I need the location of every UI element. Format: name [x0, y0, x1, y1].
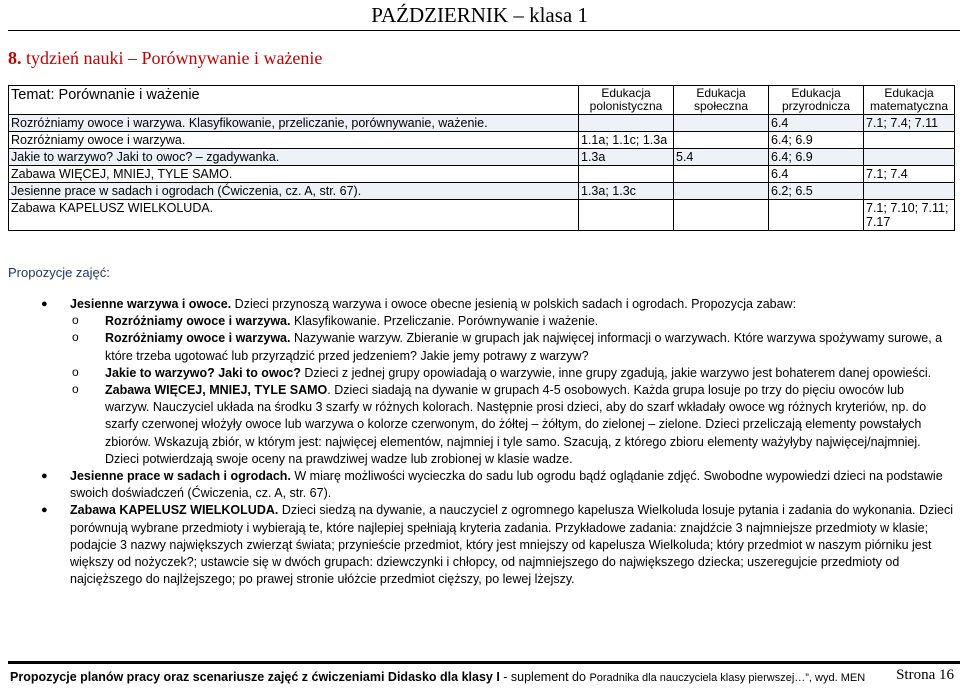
code-cell [579, 115, 674, 132]
item-title: Zabawa KAPELUSZ WIELKOLUDA. [70, 503, 279, 518]
item-text: Klasyfikowanie. Przeliczanie. Porównywanie i ważenie. [290, 314, 599, 329]
table-row [9, 115, 955, 132]
code-cell [579, 166, 674, 183]
code-cell: 7.1; 7.10; 7.11; 7.17 [864, 200, 955, 231]
item-text: . Dzieci siadają na dywanie w grupach 4-5 osobowych. Każda grupa losuje po trzy do pięciu owoców lub warzyw. Nauczyciel układa na środku 3 szarfy w różnych kolorach. Następnie prosi dzieci, aby do szarf wkładały owoce wg różnych kryteriów, np. do szarfy czerwonej włożyły owoce lub warzywa o kolorze czerwonym, do żółtej – żółtym, do zielonej – zielone. Dzieci przeliczają elementy powstałych zbiorów. Wskazują zbiór, w którym jest: najwięcej elementów, najmniej i tyle samo. Szacują, z którego zbioru elementy ważyłyby najwięcej/najmniej. Dzieci potwierdzają swoje oceny na prawdziwej wadze lub zrobionej w klasie wadze. [105, 383, 927, 466]
list-item [8, 296, 954, 313]
code-cell [674, 166, 769, 183]
item-title: Jesienne prace w sadach i ogrodach. [70, 469, 291, 484]
col-header-social: Edukacja społeczna [674, 86, 769, 115]
code-cell: 7.1; 7.4 [864, 166, 955, 183]
code-cell [579, 200, 674, 231]
page-header-title: PAŹDZIERNIK – klasa 1 [371, 3, 588, 27]
code-cell: 6.4 [769, 166, 864, 183]
table-row [9, 200, 955, 231]
code-cell: 6.4; 6.9 [769, 149, 864, 166]
col-header-polish: Edukacja polonistyczna [579, 86, 674, 115]
table-row [9, 149, 955, 166]
footer-publication: Propozycje planów pracy oraz scenariusze zajęć z ćwiczeniami Didasko dla klasy I [10, 670, 500, 684]
code-cell [864, 132, 955, 149]
week-topic: tydzień nauki – Porównywanie i ważenie [26, 48, 323, 68]
activity-cell: Jesienne prace w sadach i ogrodach (Ćwiczenia, cz. A, str. 67). [9, 183, 579, 200]
footer-supplement: - suplement do [499, 670, 590, 684]
footer-guide-title: Poradnika dla nauczyciela klasy pierwszej…”, wyd. MEN [589, 672, 866, 684]
code-cell: 7.1; 7.4; 7.11 [864, 115, 955, 132]
item-text: Dzieci przynoszą warzywa i owoce obecne jesienią w polskich sadach i ogrodach. Propozycja zabaw: [231, 297, 797, 311]
code-cell: 6.4; 6.9 [769, 132, 864, 149]
list-item [8, 468, 954, 502]
week-title [8, 48, 322, 69]
code-cell [674, 115, 769, 132]
activity-cell: Rozróżniamy owoce i warzywa. Klasyfikowanie, przeliczanie, porównywanie, ważenie. [9, 115, 579, 132]
code-cell: 5.4 [674, 149, 769, 166]
code-cell [864, 183, 955, 200]
item-title: Rozróżniamy owoce i warzywa. [105, 314, 291, 329]
activity-cell: Rozróżniamy owoce i warzywa. [9, 132, 579, 149]
sub-list-item [8, 382, 954, 468]
header-divider [8, 30, 960, 31]
list-item [8, 502, 954, 588]
table-topic: Temat: Porównanie i ważenie [9, 86, 579, 115]
activity-cell: Zabawa WIĘCEJ, MNIEJ, TYLE SAMO. [9, 166, 579, 183]
item-text: Nazywanie warzyw. Zbieranie w grupach jak najwięcej informacji o warzywach. Które warzywa spożywamy surowe, a które trzeba ugotować lub przyrządzić przed jedzeniem? Jakie jemy potrawy z warzyw? [105, 331, 943, 363]
page-footer [10, 667, 954, 684]
proposals-heading: Propozycje zajęć: [8, 265, 110, 280]
item-title: Jakie to warzywo? Jaki to owoc? [105, 365, 301, 380]
table-header-row [9, 86, 955, 115]
footer-divider [8, 661, 960, 664]
item-title: Jesienne warzywa i owoce. [70, 297, 232, 311]
col-header-nature: Edukacja przyrodnicza [769, 86, 864, 115]
curriculum-table [8, 85, 955, 231]
item-text: Dzieci siedzą na dywanie, a nauczyciel z ogromnego kapelusza Wielkoluda losuje pytania i zadania do wykonania. Dzieci porównują wybrane przedmioty i wybierają te, które najlepiej spełniają kryteria zadania. Przykładowe zadania: znajdźcie 3 najmniejsze przedmioty w klasie; podajcie 3 nazwy największych zwierząt świata; przynieście przedmiot, który jest mniejszy od kapelusza Wielkoluda; który przedmiot w naszym piórniku jest większy od nożyczek?; ustawcie się w dwóch grupach: dziewczynki i chłopcy, od najmniejszego do największego dziecka; uszeregujcie przedmioty od najcięższego do najlżejszego; po prawej stronie ułóżcie przedmiot cięższy, po lewej lżejszy. [70, 503, 954, 587]
code-cell [674, 200, 769, 231]
code-cell [864, 149, 955, 166]
code-cell: 1.3a; 1.3c [579, 183, 674, 200]
table-row [9, 183, 955, 200]
page-number: Strona 16 [896, 667, 954, 683]
proposals-list [8, 296, 954, 588]
code-cell: 6.2; 6.5 [769, 183, 864, 200]
table-row [9, 132, 955, 149]
col-header-math: Edukacja matematyczna [864, 86, 955, 115]
week-number: 8. [8, 48, 22, 68]
item-text: Dzieci z jednej grupy opowiadają o warzywie, inne grupy zgadują, jakie warzywo jest bohaterem danej opowieści. [300, 365, 932, 380]
code-cell: 6.4 [769, 115, 864, 132]
activity-cell: Zabawa KAPELUSZ WIELKOLUDA. [9, 200, 579, 231]
code-cell: 1.3a [579, 149, 674, 166]
sub-list-item [8, 313, 954, 330]
item-text: W miarę możliwości wycieczka do sadu lub ogrodu bądź oglądanie zdjęć. Swobodne wypowiedzi dzieci na podstawie swoich doświadczeń (Ćwiczenia, cz. A, str. 67). [70, 469, 943, 501]
item-title: Rozróżniamy owoce i warzywa. [105, 331, 291, 346]
code-cell [769, 200, 864, 231]
item-title: Zabawa WIĘCEJ, MNIEJ, TYLE SAMO [105, 383, 328, 398]
code-cell: 1.1a; 1.1c; 1.3a [579, 132, 674, 149]
sub-list-item [8, 330, 954, 364]
activity-cell: Jakie to warzywo? Jaki to owoc? – zgadywanka. [9, 149, 579, 166]
code-cell [674, 183, 769, 200]
code-cell [674, 132, 769, 149]
sub-list-item [8, 365, 954, 382]
table-row [9, 166, 955, 183]
